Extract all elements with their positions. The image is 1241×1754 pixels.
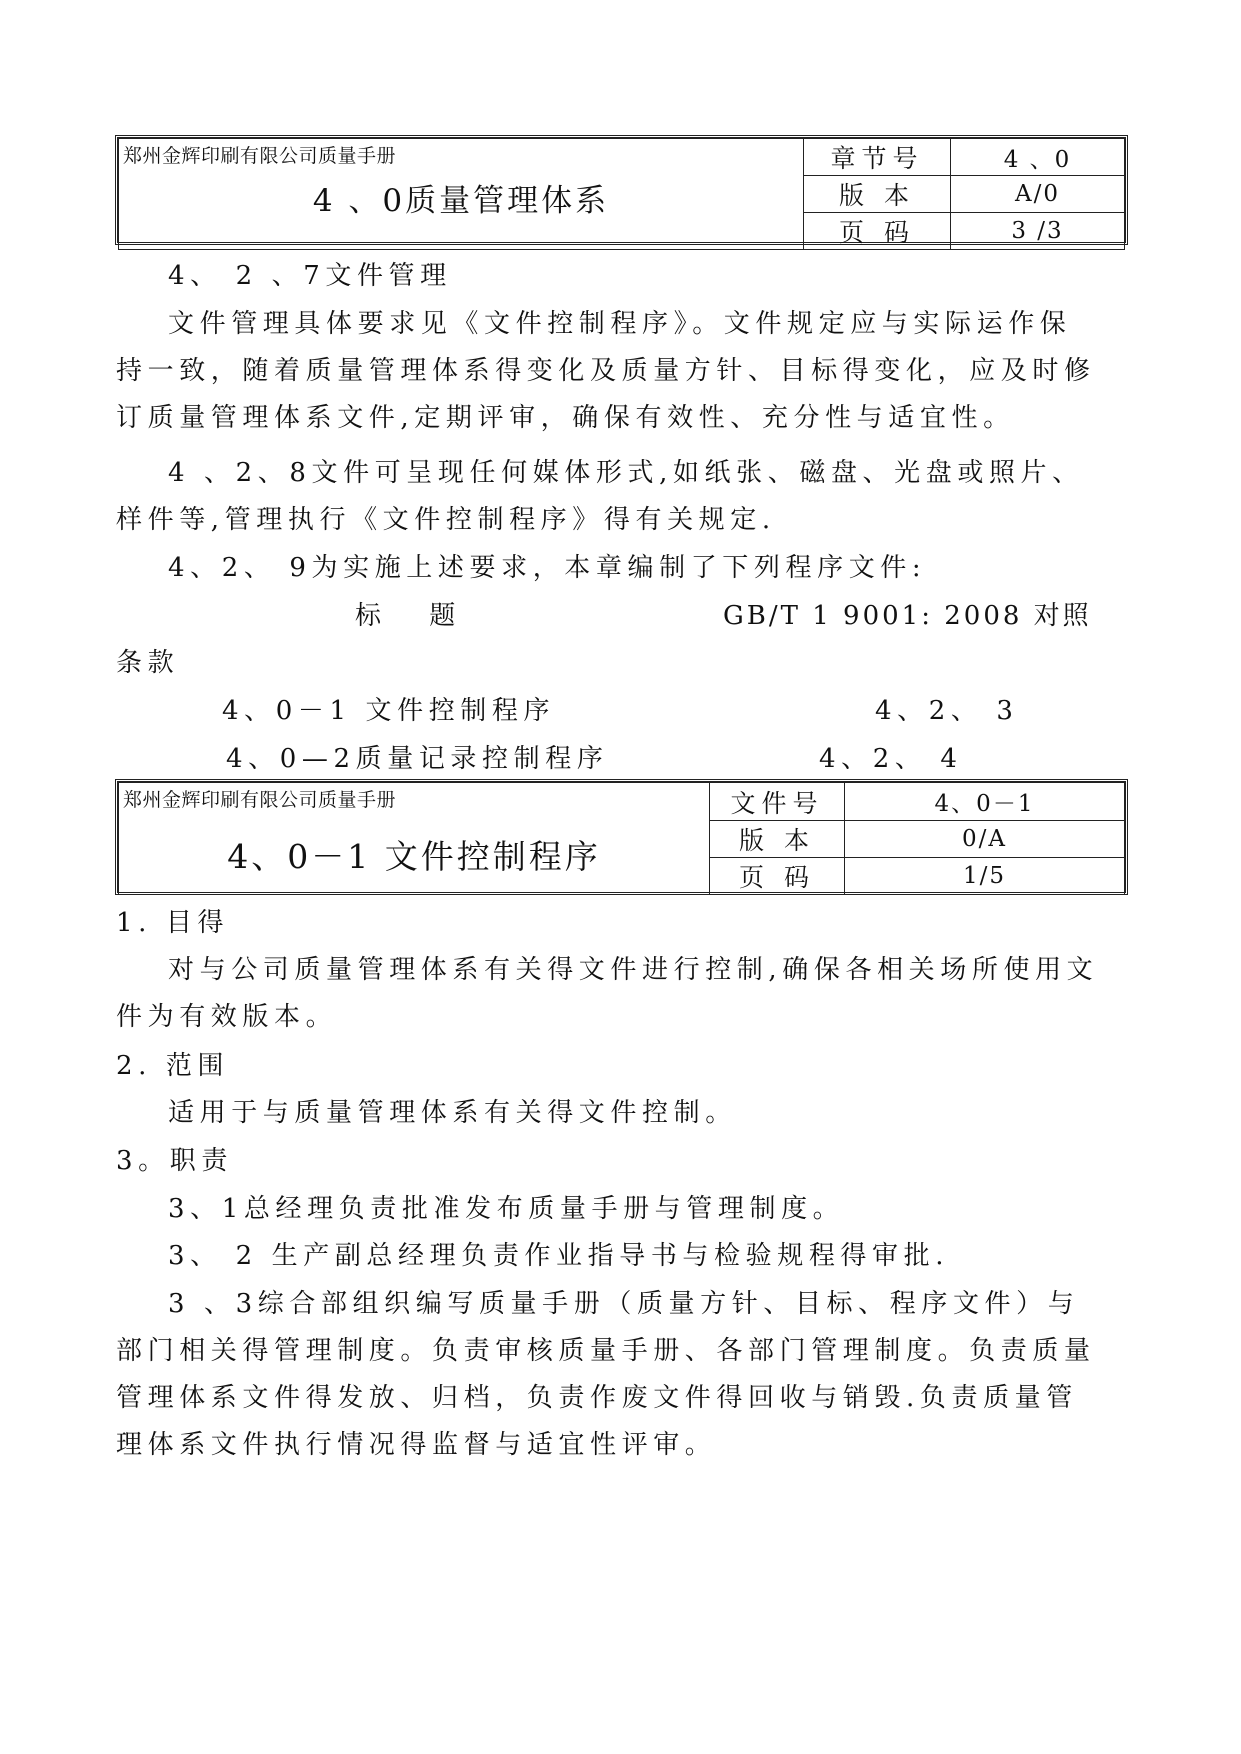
header-title-cell <box>119 783 710 895</box>
page-value: 3 /3 <box>951 213 1125 250</box>
chapter-title: 4 、0质量管理体系 <box>312 183 610 219</box>
page-label: 页 码 <box>804 213 951 250</box>
company-name: 郑州金辉印刷有限公司质量手册 <box>123 145 397 167</box>
procedure-item-clause: 4、2、 3 <box>875 696 1019 726</box>
procedure-item-name: 4、0—2质量记录控制程序 <box>226 744 609 774</box>
procedure-table-title-header: 标 题 <box>355 601 476 631</box>
file-number-value: 4、0－1 <box>845 783 1125 821</box>
paragraph-4-2-9: 4、2、 9为实施上述要求，本章编制了下列程序文件: <box>168 553 927 583</box>
file-number-label: 文件号 <box>710 783 845 821</box>
document-header-2 <box>115 779 1128 895</box>
scope-text: 适用于与质量管理体系有关得文件控制。 <box>168 1098 737 1128</box>
procedure-table-clause-header: GB/T 1 9001: 2008 对照 <box>723 601 1092 631</box>
paragraph-4-2-7: 文件管理具体要求见《文件控制程序》。文件规定应与实际运作保持一致，随着质量管理体系得变化及质量方针、目标得变化，应及时修订质量管理体系文件,定期评审，确保有效性、充分性与适宜性。 <box>116 309 1096 433</box>
procedure-title: 4、0－1 文件控制程序 <box>227 837 601 876</box>
purpose-text: 对与公司质量管理体系有关得文件进行控制,确保各相关场所使用文件为有效版本。 <box>116 955 1099 1032</box>
procedure-item-clause: 4、2、 4 <box>819 744 963 774</box>
document-header-1 <box>115 135 1128 245</box>
page-value: 1/5 <box>845 858 1125 895</box>
duty-3-2: 3、 2 生产副总经理负责作业指导书与检验规程得审批. <box>168 1241 950 1271</box>
version-value: A/0 <box>951 176 1125 213</box>
section-heading-4-2-7: 4、 2 、7文件管理 <box>168 261 452 291</box>
scope-heading: 2. 范围 <box>116 1051 230 1081</box>
chapter-number-label: 章节号 <box>804 139 951 176</box>
duty-heading: 3。职责 <box>116 1146 233 1176</box>
chapter-number-value: 4 、0 <box>951 139 1125 176</box>
purpose-heading: 1. 目得 <box>116 908 230 938</box>
version-label: 版 本 <box>710 821 845 858</box>
procedure-item-name: 4、0－1 文件控制程序 <box>222 696 556 726</box>
procedure-table-clause-header-cont: 条款 <box>116 648 180 678</box>
duty-3-1: 3、1总经理负责批准发布质量手册与管理制度。 <box>168 1194 845 1224</box>
duty-3-3: 3 、3综合部组织编写质量手册（质量方针、目标、程序文件）与部门相关得管理制度。负责审核质量手册、各部门管理制度。负责质量管理体系文件得发放、归档，负责作废文件得回收与销毁.负责质量管理体系文件执行情况得监督与适宜性评审。 <box>116 1289 1096 1460</box>
version-value: 0/A <box>845 821 1125 858</box>
company-name: 郑州金辉印刷有限公司质量手册 <box>123 789 397 811</box>
header-title-cell <box>119 139 804 250</box>
page-label: 页 码 <box>710 858 845 895</box>
paragraph-4-2-8: 4 、2、8文件可呈现任何媒体形式,如纸张、磁盘、光盘或照片、样件等,管理执行《文件控制程序》得有关规定. <box>116 458 1084 535</box>
version-label: 版 本 <box>804 176 951 213</box>
